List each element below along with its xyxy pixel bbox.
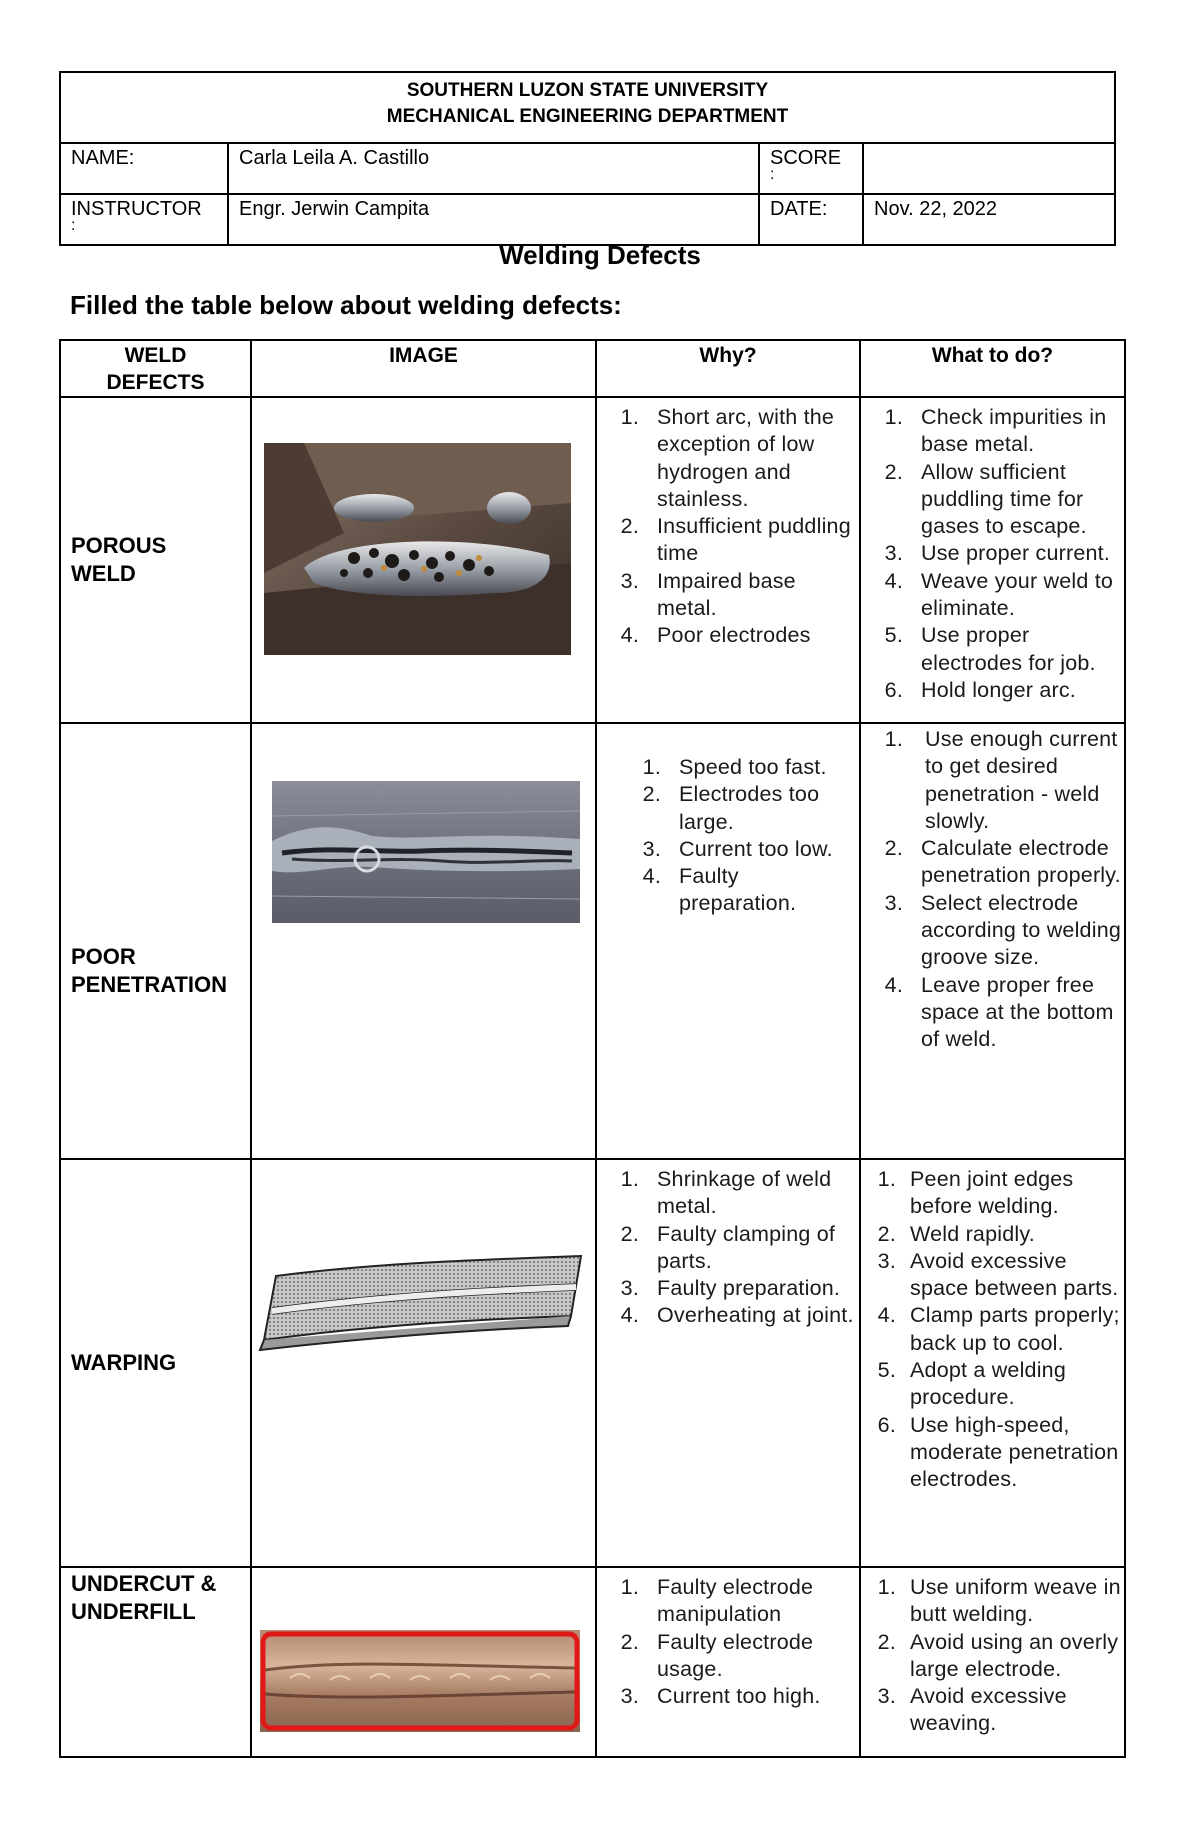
todo-list [861, 724, 1124, 1054]
list-number: 5. [884, 623, 903, 648]
defect-name-line2: WELD [71, 561, 136, 586]
defect-name-line1: WARPING [71, 1350, 177, 1375]
name-label: NAME: [60, 143, 228, 194]
list-item [871, 1629, 1124, 1684]
document-instruction: Filled the table below about welding defects: [70, 290, 622, 320]
list-text: Faulty clamping of parts. [657, 1221, 836, 1273]
score-label [759, 143, 863, 194]
list-text: Faulty electrode manipulation [657, 1575, 814, 1627]
list-number: 4. [884, 972, 903, 997]
list-text: Use proper current. [921, 541, 1111, 566]
table-row [60, 397, 1125, 723]
list-item [875, 540, 1124, 567]
list-number: 3. [877, 1684, 896, 1709]
list-item [871, 1412, 1124, 1494]
why-list [597, 1568, 859, 1710]
defect-name-line1: UNDERCUT & [71, 1571, 217, 1596]
list-item [871, 1166, 1124, 1221]
todo-list [861, 1160, 1124, 1494]
list-text: Electrodes too large. [679, 782, 820, 834]
list-number: 3. [884, 541, 903, 566]
list-item [611, 1275, 859, 1302]
todo-cell-porous-weld [860, 397, 1125, 723]
score-label-colon: : [770, 166, 775, 183]
list-text: Short arc, with the exception of low hydrogen and stainless. [657, 405, 835, 511]
list-number: 2. [877, 1221, 896, 1246]
list-item [871, 1574, 1124, 1629]
list-item [875, 622, 1124, 677]
list-text: Calculate electrode penetration properly. [921, 836, 1121, 888]
list-item [611, 1221, 859, 1276]
list-number: 6. [877, 1412, 896, 1437]
list-text: Leave proper free space at the bottom of weld. [921, 972, 1114, 1052]
list-item [871, 1357, 1124, 1412]
list-number: 1. [884, 727, 903, 751]
list-text: Clamp parts properly; back up to cool. [910, 1303, 1120, 1355]
todo-list [861, 398, 1124, 704]
why-cell-porous-weld [596, 397, 860, 723]
warping-illustration [256, 1248, 586, 1358]
list-number: 6. [884, 677, 903, 702]
table-row [60, 1567, 1125, 1757]
instructor-label-text: INSTRUCTOR [71, 198, 202, 220]
list-item [611, 404, 859, 513]
col-header-weld-defects-line1: WELD [124, 344, 187, 367]
department-name: MECHANICAL ENGINEERING DEPARTMENT [386, 106, 789, 127]
todo-cell-poor-penetration [860, 723, 1125, 1159]
university-name: SOUTHERN LUZON STATE UNIVERSITY [406, 80, 769, 101]
list-item [875, 835, 1124, 890]
defect-name-poor-penetration [60, 723, 251, 1159]
list-number: 1. [620, 1167, 639, 1191]
list-text: Hold longer arc. [921, 677, 1076, 702]
list-item [871, 1302, 1124, 1357]
list-number: 3. [620, 568, 639, 593]
list-number: 1. [877, 1167, 896, 1191]
list-text: Faulty preparation. [679, 864, 797, 916]
list-text: Avoid using an overly large electrode. [910, 1629, 1119, 1681]
why-list [597, 1160, 859, 1330]
list-number: 1. [642, 755, 661, 779]
todo-list [861, 1568, 1124, 1738]
list-text: Insufficient puddling time [657, 514, 851, 566]
list-text: Allow sufficient puddling time for gases to escape. [921, 459, 1087, 539]
list-text: Weave your weld to eliminate. [921, 568, 1114, 621]
col-header-weld-defects-line2: DEFECTS [106, 371, 205, 394]
list-number: 4. [642, 864, 661, 889]
why-cell-undercut-underfill [596, 1567, 860, 1757]
list-item [875, 568, 1124, 623]
list-item [611, 568, 859, 623]
list-item [611, 1683, 859, 1710]
table-row [60, 723, 1125, 1159]
why-cell-poor-penetration [596, 723, 860, 1159]
list-text: Poor electrodes [657, 623, 811, 648]
list-text: Current too high. [657, 1684, 821, 1709]
list-number: 5. [877, 1358, 896, 1383]
score-value [863, 143, 1115, 194]
instructor-label-colon: : [71, 217, 76, 234]
list-number: 3. [884, 890, 903, 915]
list-text: Faulty electrode usage. [657, 1629, 814, 1681]
date-value: Nov. 22, 2022 [863, 194, 1115, 245]
instructor-label [60, 194, 228, 245]
list-number: 1. [884, 405, 903, 429]
list-item [611, 513, 859, 568]
list-item [875, 726, 1124, 835]
document-title: Welding Defects [499, 240, 701, 270]
why-cell-warping [596, 1159, 860, 1567]
porous-weld-photo [264, 443, 571, 655]
image-cell-porous-weld [251, 397, 596, 723]
defect-name-warping [60, 1159, 251, 1567]
instructor-value: Engr. Jerwin Campita [228, 194, 759, 245]
list-text: Select electrode according to welding groove size. [921, 890, 1122, 970]
list-text: Impaired base metal. [657, 568, 796, 621]
list-number: 4. [884, 568, 903, 593]
table-header-row [60, 340, 1125, 397]
list-number: 2. [620, 1221, 639, 1246]
list-item [633, 863, 859, 918]
image-cell-poor-penetration [251, 723, 596, 1159]
list-item [611, 622, 859, 649]
todo-cell-undercut-underfill [860, 1567, 1125, 1757]
list-number: 4. [877, 1303, 896, 1328]
list-item [875, 459, 1124, 541]
defects-table [59, 339, 1126, 1758]
list-text: Current too low. [679, 836, 833, 861]
list-text: Overheating at joint. [657, 1303, 854, 1328]
list-item [875, 890, 1124, 972]
list-number: 2. [620, 1629, 639, 1654]
list-text: Use high-speed, moderate penetration electrodes. [910, 1412, 1119, 1492]
list-text: Speed too fast. [679, 755, 827, 779]
list-item [871, 1221, 1124, 1248]
list-item [633, 754, 859, 781]
list-text: Check impurities in base metal. [921, 405, 1107, 457]
university-header [60, 72, 1115, 143]
list-number: 1. [620, 1575, 639, 1599]
list-item [611, 1629, 859, 1684]
table-row [60, 1159, 1125, 1567]
list-item [633, 781, 859, 836]
list-text: Avoid excessive weaving. [910, 1684, 1067, 1736]
todo-cell-warping [860, 1159, 1125, 1567]
why-list [597, 724, 859, 918]
list-number: 3. [620, 1276, 639, 1301]
col-header-image: IMAGE [251, 340, 596, 397]
defect-name-porous-weld [60, 397, 251, 723]
defect-name-line1: POROUS [71, 533, 167, 558]
list-item [633, 836, 859, 863]
list-text: Adopt a welding procedure. [910, 1358, 1066, 1410]
list-number: 2. [884, 836, 903, 861]
list-item [875, 677, 1124, 704]
list-number: 1. [620, 405, 639, 429]
name-value: Carla Leila A. Castillo [228, 143, 759, 194]
list-text: Shrinkage of weld metal. [657, 1167, 832, 1219]
list-number: 4. [620, 1303, 639, 1328]
defect-name-line2: UNDERFILL [71, 1599, 196, 1624]
col-header-weld-defects [60, 340, 251, 397]
list-item [871, 1248, 1124, 1303]
list-number: 4. [620, 623, 639, 648]
list-item [875, 972, 1124, 1054]
why-list [597, 398, 859, 650]
list-number: 1. [877, 1575, 896, 1599]
poor-penetration-photo [272, 781, 580, 923]
list-text: Peen joint edges before welding. [910, 1167, 1074, 1219]
defect-name-undercut-underfill [60, 1567, 251, 1757]
list-item [611, 1302, 859, 1329]
list-item [875, 404, 1124, 459]
list-item [611, 1574, 859, 1629]
col-header-why: Why? [596, 340, 860, 397]
list-text: Avoid excessive space between parts. [910, 1248, 1119, 1301]
list-text: Use proper electrodes for job. [921, 623, 1096, 675]
date-label: DATE: [759, 194, 863, 245]
header-table [59, 71, 1116, 246]
list-number: 3. [877, 1248, 896, 1273]
defect-name-line2: PENETRATION [71, 972, 228, 997]
list-number: 2. [884, 459, 903, 484]
list-text: Use uniform weave in butt welding. [910, 1575, 1121, 1627]
list-number: 2. [642, 782, 661, 807]
image-cell-undercut-underfill [251, 1567, 596, 1757]
list-number: 2. [877, 1629, 896, 1654]
list-item [611, 1166, 859, 1221]
list-number: 3. [620, 1684, 639, 1709]
list-text: Use enough current to get desired penetration - weld slowly. [925, 727, 1118, 833]
list-number: 3. [642, 836, 661, 861]
col-header-what-to-do: What to do? [860, 340, 1125, 397]
list-text: Weld rapidly. [910, 1221, 1035, 1246]
list-number: 2. [620, 514, 639, 539]
score-label-text: SCORE [770, 147, 842, 169]
undercut-underfill-photo [260, 1630, 580, 1732]
list-item [871, 1683, 1124, 1738]
list-text: Faulty preparation. [657, 1276, 841, 1301]
image-cell-warping [251, 1159, 596, 1567]
defect-name-line1: POOR [71, 944, 136, 969]
